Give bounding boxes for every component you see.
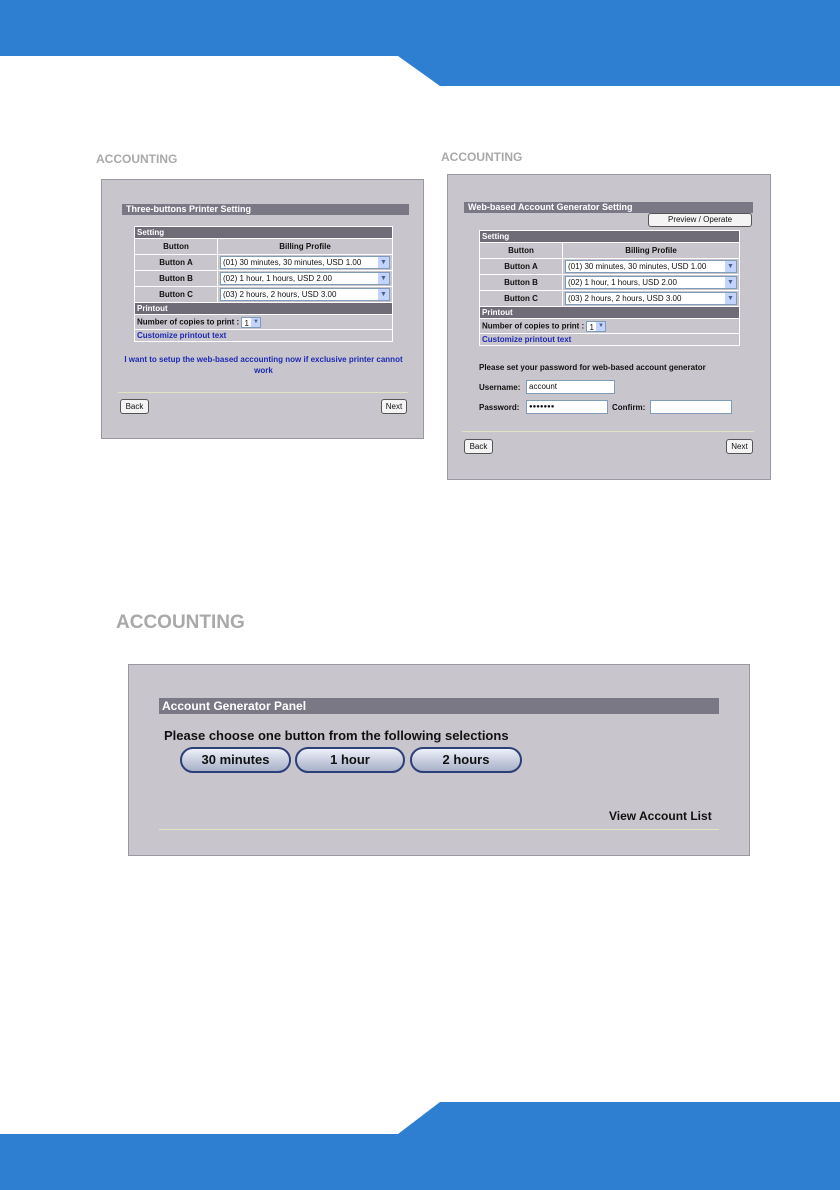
right-copies-value: 1 [589, 322, 594, 332]
chevron-down-icon: ▼ [725, 293, 736, 304]
right-copies-label: Number of copies to print : [482, 321, 585, 331]
right-row-label-b: Button B [480, 275, 563, 291]
right-billing-value-c: (03) 2 hours, 2 hours, USD 3.00 [568, 294, 682, 303]
right-row-label-a: Button A [480, 259, 563, 275]
footer-band [0, 1102, 840, 1190]
right-billing-value-a: (01) 30 minutes, 30 minutes, USD 1.00 [568, 262, 707, 271]
right-setting-label: Setting [480, 231, 740, 243]
left-copies-label: Number of copies to print : [137, 317, 240, 327]
left-col-billing: Billing Profile [218, 239, 393, 255]
30-minutes-button[interactable]: 30 minutes [180, 747, 291, 773]
right-billing-select-a[interactable] [565, 260, 737, 273]
view-account-list-link[interactable]: View Account List [609, 809, 712, 823]
right-col-button: Button [480, 243, 563, 259]
left-page-heading: ACCOUNTING [96, 152, 178, 166]
right-billing-select-c[interactable] [565, 292, 737, 305]
left-section-title: Three-buttons Printer Setting [122, 204, 409, 215]
right-divider [462, 431, 754, 432]
1-hour-button[interactable]: 1 hour [295, 747, 405, 773]
right-col-billing: Billing Profile [563, 243, 740, 259]
bottom-divider [159, 829, 719, 830]
left-printout-label: Printout [135, 303, 393, 315]
right-billing-select-b[interactable] [565, 276, 737, 289]
right-copies-select[interactable] [586, 321, 606, 332]
header-band [0, 0, 840, 88]
bottom-page-heading: ACCOUNTING [116, 612, 245, 633]
confirm-input[interactable] [650, 400, 732, 414]
password-input[interactable]: ●●●●●●● [526, 400, 608, 414]
username-input[interactable]: account [526, 380, 615, 394]
selection-instruction: Please choose one button from the following selections [164, 728, 509, 743]
right-section-title: Web-based Account Generator Setting [464, 202, 753, 213]
left-col-button: Button [135, 239, 218, 255]
left-row-label-a: Button A [135, 255, 218, 271]
preview-operate-button[interactable]: Preview / Operate [648, 213, 752, 227]
left-customize-link[interactable]: Customize printout text [137, 331, 227, 340]
left-billing-value-c: (03) 2 hours, 2 hours, USD 3.00 [223, 290, 337, 299]
password-label: Password: [479, 403, 520, 412]
account-generator-panel [128, 664, 750, 856]
left-setting-label: Setting [135, 227, 393, 239]
password-prompt: Please set your password for web-based account generator [479, 363, 706, 372]
chevron-down-icon: ▼ [378, 289, 389, 300]
left-copies-value: 1 [244, 318, 249, 328]
left-row-label-b: Button B [135, 271, 218, 287]
left-back-button[interactable]: Back [120, 399, 149, 414]
bottom-section-title: Account Generator Panel [159, 698, 719, 714]
chevron-down-icon: ▼ [252, 318, 259, 325]
left-next-button[interactable]: Next [381, 399, 407, 414]
chevron-down-icon: ▼ [378, 257, 389, 268]
left-billing-value-a: (01) 30 minutes, 30 minutes, USD 1.00 [223, 258, 362, 267]
chevron-down-icon: ▼ [597, 322, 604, 329]
right-back-button[interactable]: Back [464, 439, 493, 454]
right-generator-panel [447, 174, 771, 480]
username-label: Username: [479, 383, 521, 392]
2-hours-button[interactable]: 2 hours [410, 747, 522, 773]
right-billing-value-b: (02) 1 hour, 1 hours, USD 2.00 [568, 278, 677, 287]
right-billing-table [479, 230, 740, 346]
right-row-label-c: Button C [480, 291, 563, 307]
web-accounting-link[interactable]: I want to setup the web-based accounting now if exclusive printer cannot work [124, 355, 403, 375]
left-billing-select-a[interactable] [220, 256, 390, 269]
left-billing-value-b: (02) 1 hour, 1 hours, USD 2.00 [223, 274, 332, 283]
left-billing-select-c[interactable] [220, 288, 390, 301]
chevron-down-icon: ▼ [725, 261, 736, 272]
left-billing-table [134, 226, 393, 342]
left-divider [118, 392, 408, 393]
right-customize-link[interactable]: Customize printout text [482, 335, 572, 344]
right-next-button[interactable]: Next [726, 439, 753, 454]
confirm-label: Confirm: [612, 403, 646, 412]
left-copies-select[interactable] [241, 317, 261, 328]
right-page-heading: ACCOUNTING [441, 150, 523, 164]
right-printout-label: Printout [480, 307, 740, 319]
left-row-label-c: Button C [135, 287, 218, 303]
chevron-down-icon: ▼ [378, 273, 389, 284]
left-billing-select-b[interactable] [220, 272, 390, 285]
left-printer-panel [101, 179, 424, 439]
chevron-down-icon: ▼ [725, 277, 736, 288]
